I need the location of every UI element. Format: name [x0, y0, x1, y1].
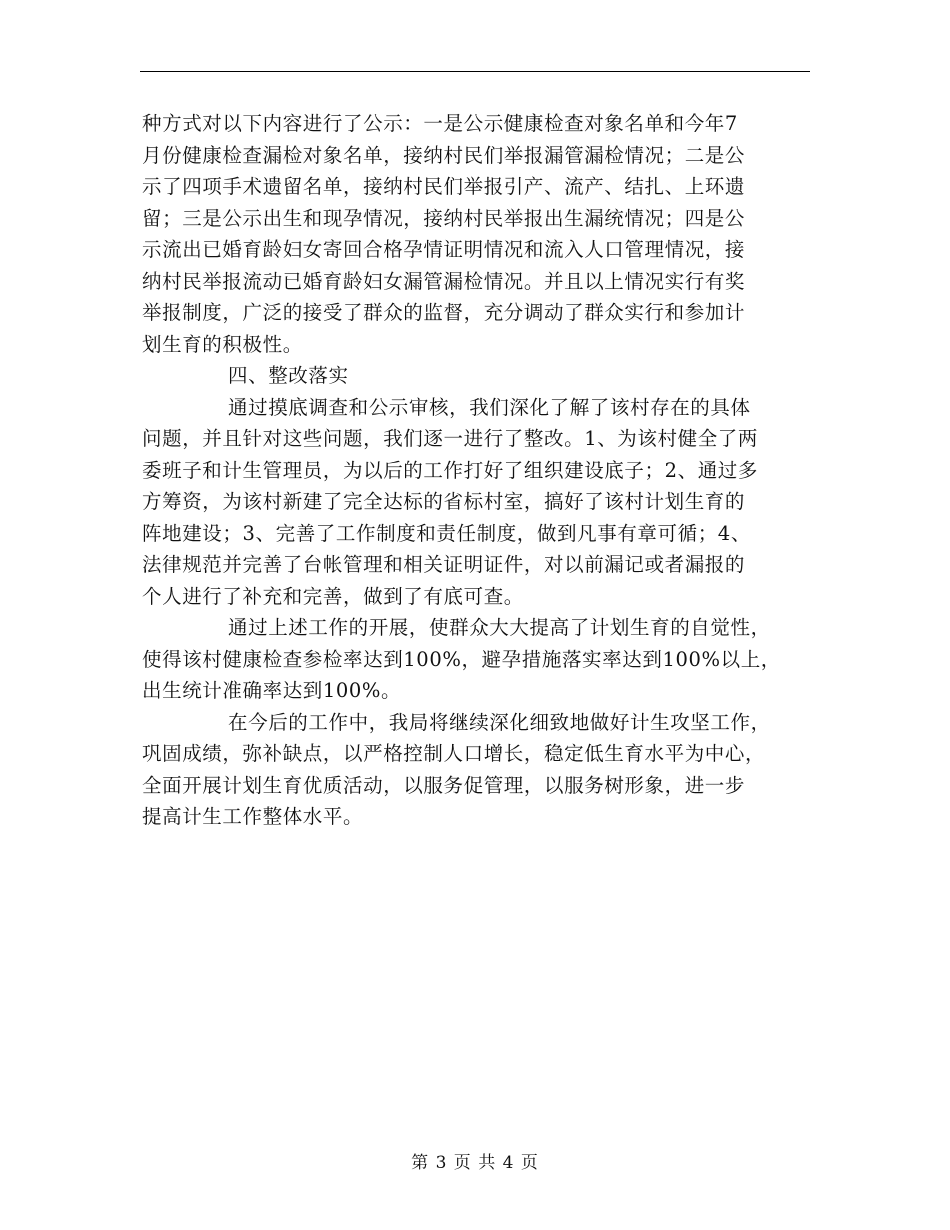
- section-heading: 四、整改落实: [228, 364, 349, 387]
- body-line: 出生统计准确率达到100%。: [142, 679, 402, 702]
- body-line: 通过摸底调查和公示审核，我们深化了解了该村存在的具体: [228, 395, 751, 419]
- body-line: 阵地建设；3、完善了工作制度和责任制度，做到凡事有章可循；4、: [142, 521, 751, 545]
- body-line: 举报制度，广泛的接受了群众的监督，充分调动了群众实行和参加计: [142, 301, 746, 324]
- body-line: 全面开展计划生育优质活动，以服务促管理，以服务树形象，进一步: [142, 773, 746, 797]
- body-line: 法律规范并完善了台帐管理和相关证明证件，对以前漏记或者漏报的: [142, 553, 746, 576]
- body-line: 巩固成绩，弥补缺点，以严格控制人口增长，稳定低生育水平为中心，: [142, 742, 766, 765]
- body-line: 问题，并且针对这些问题，我们逐一进行了整改。1、为该村健全了两: [142, 427, 759, 450]
- body-line: 提高计生工作整体水平。: [142, 805, 364, 828]
- body-line: 划生育的积极性。: [142, 332, 303, 356]
- header-rule: [140, 71, 810, 72]
- page-number: 第 3 页 共 4 页: [411, 1153, 539, 1173]
- body-line: 方筹资，为该村新建了完全达标的省标村室，搞好了该村计划生育的: [142, 490, 746, 513]
- document-body: [142, 108, 814, 833]
- body-line: 纳村民举报流动已婚育龄妇女漏管漏检情况。并且以上情况实行有奖: [142, 269, 746, 293]
- body-line: 在今后的工作中，我局将继续深化细致地做好计生攻坚工作，: [228, 710, 771, 734]
- body-line: 示流出已婚育龄妇女寄回合格孕情证明情况和流入人口管理情况，接: [142, 238, 746, 261]
- body-line: 留；三是公示出生和现孕情况，接纳村民举报出生漏统情况；四是公: [142, 206, 746, 230]
- body-line: 使得该村健康检查参检率达到100%，避孕措施落实率达到100%以上，: [142, 647, 781, 671]
- body-line: 个人进行了补充和完善，做到了有底可查。: [142, 584, 524, 608]
- body-line: 通过上述工作的开展，使群众大大提高了计划生育的自觉性，: [228, 616, 771, 639]
- body-line: 月份健康检查漏检对象名单，接纳村民们举报漏管漏检情况；二是公: [142, 143, 746, 167]
- body-line: 示了四项手术遗留名单，接纳村民们举报引产、流产、结扎、上环遗: [142, 175, 746, 198]
- body-line: 种方式对以下内容进行了公示：一是公示健康检查对象名单和今年7: [142, 112, 738, 135]
- body-line: 委班子和计生管理员，为以后的工作打好了组织建设底子；2、通过多: [142, 458, 759, 482]
